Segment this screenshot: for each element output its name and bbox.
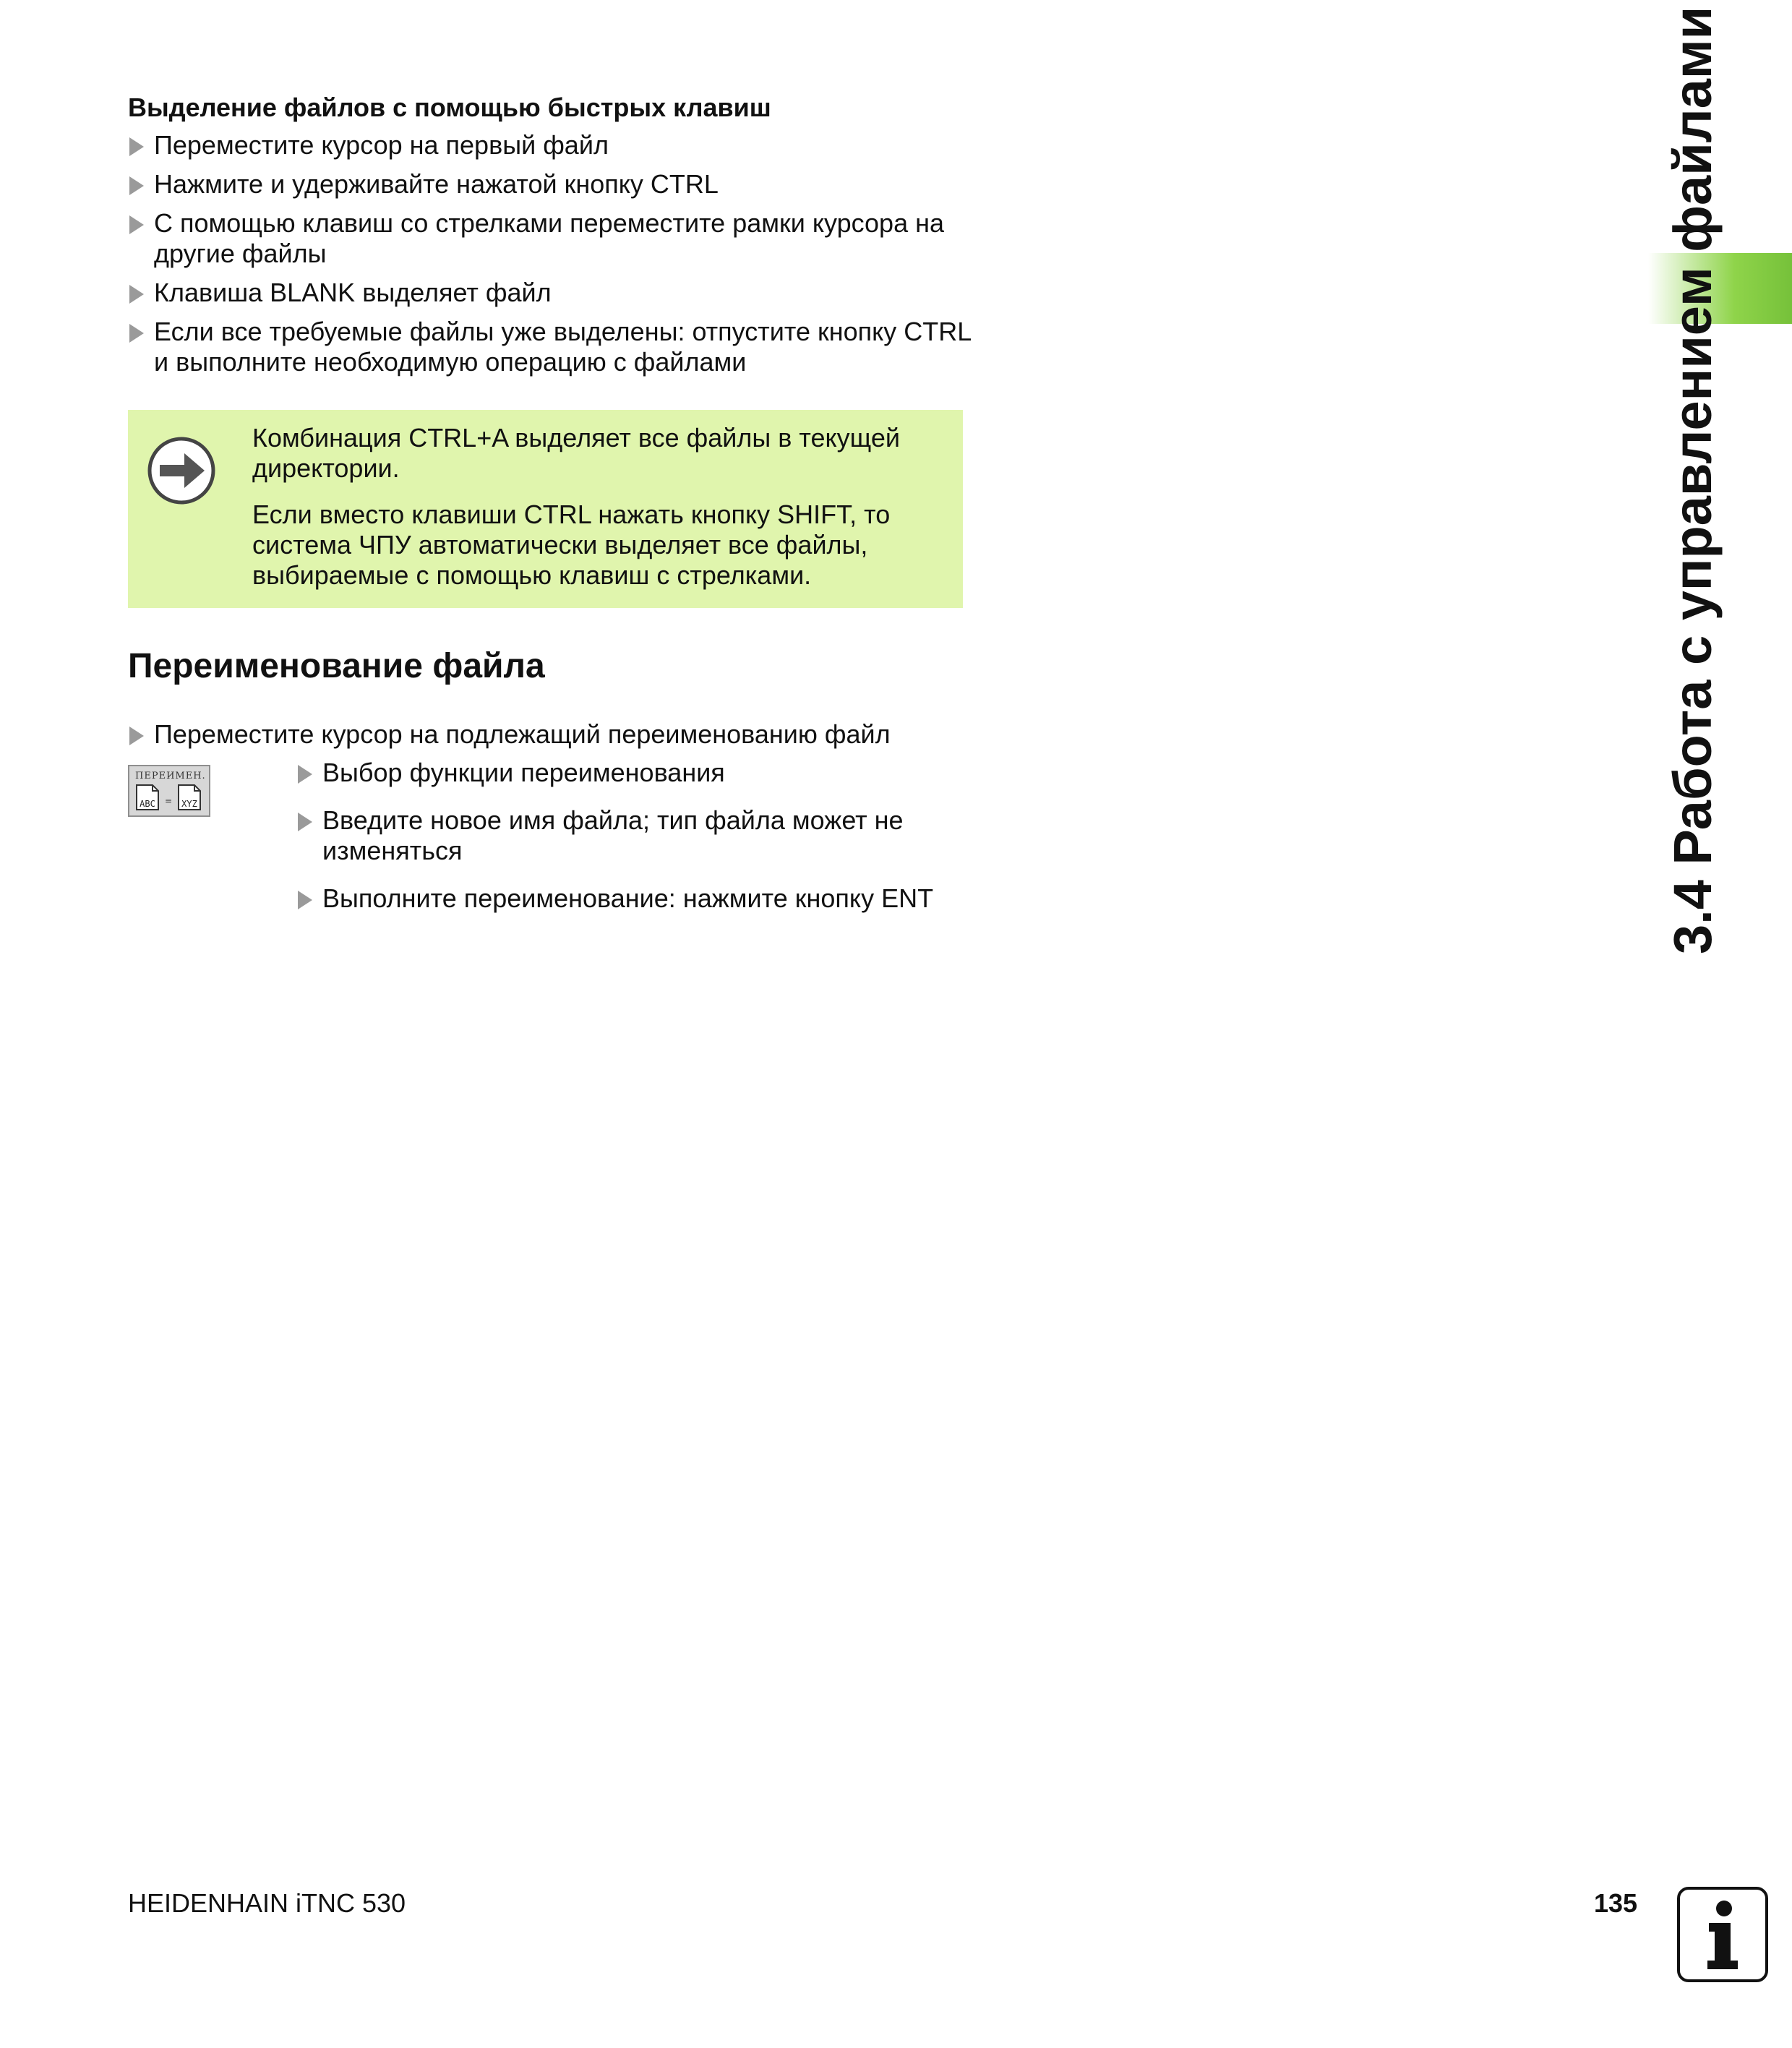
list-item	[128, 278, 974, 308]
softkey-eq-text: =	[164, 796, 173, 806]
step-text: С помощью клавиш со стрелками переместите рамки курсора на другие файлы	[154, 208, 944, 268]
step-text: Клавиша BLANK выделяет файл	[154, 278, 552, 307]
triangle-bullet-icon	[129, 137, 144, 156]
list-item	[128, 208, 974, 269]
step-text: Переместите курсор на первый файл	[154, 130, 609, 160]
softkey-to-text: XYZ	[181, 799, 197, 809]
triangle-bullet-icon	[129, 215, 144, 234]
step-text: Нажмите и удерживайте нажатой кнопку CTRL	[154, 169, 719, 199]
note-paragraph: Если вместо клавиши CTRL нажать кнопку SHIFT, то система ЧПУ автоматически выделяет все файлы, выбираемые с помощью клавиш с стрелками.	[252, 500, 891, 590]
list-item	[128, 169, 974, 200]
softkey-from-text: ABC	[140, 799, 155, 809]
step-text: Если все требуемые файлы уже выделены: отпустите кнопку CTRL и выполните необходимую операцию с файлами	[154, 317, 971, 377]
softkey-label: ПЕРЕИМЕН.	[135, 771, 206, 781]
step-text: Переместите курсор на подлежащий переименованию файл	[154, 719, 891, 749]
page-number: 135	[1594, 1888, 1638, 1918]
step-text: Выбор функции переименования	[322, 758, 725, 787]
list-item	[296, 805, 983, 866]
list-item	[128, 317, 974, 377]
footer-product-name: HEIDENHAIN iTNC 530	[128, 1888, 406, 1918]
list-item	[128, 719, 995, 750]
arrow-right-circle-icon	[147, 436, 216, 505]
info-icon	[1677, 1887, 1768, 1982]
triangle-bullet-icon	[129, 324, 144, 343]
triangle-bullet-icon	[129, 285, 144, 304]
triangle-bullet-icon	[298, 813, 312, 831]
list-item	[128, 130, 974, 160]
step-text: Выполните переименование: нажмите кнопку ENT	[322, 883, 934, 913]
rename-file-icon	[135, 782, 205, 813]
shortcut-steps-list	[128, 130, 974, 386]
rename-substeps-list	[296, 758, 983, 931]
tip-note-box	[128, 410, 963, 608]
triangle-bullet-icon	[129, 176, 144, 195]
section-title: Переименование файла	[128, 647, 545, 685]
chapter-side-title: 3.4 Работа с управлением файлами	[1663, 6, 1723, 954]
step-text: Введите новое имя файла; тип файла может не изменяться	[322, 805, 904, 865]
triangle-bullet-icon	[298, 891, 312, 909]
note-text	[252, 423, 946, 607]
note-paragraph: Комбинация CTRL+A выделяет все файлы в текущей директории.	[252, 423, 901, 483]
rename-step	[128, 719, 995, 758]
section-heading: Выделение файлов с помощью быстрых клавиш	[128, 93, 771, 122]
rename-softkey-button[interactable]	[128, 765, 210, 817]
list-item	[296, 883, 983, 914]
triangle-bullet-icon	[129, 727, 144, 745]
triangle-bullet-icon	[298, 765, 312, 784]
list-item	[296, 758, 983, 788]
